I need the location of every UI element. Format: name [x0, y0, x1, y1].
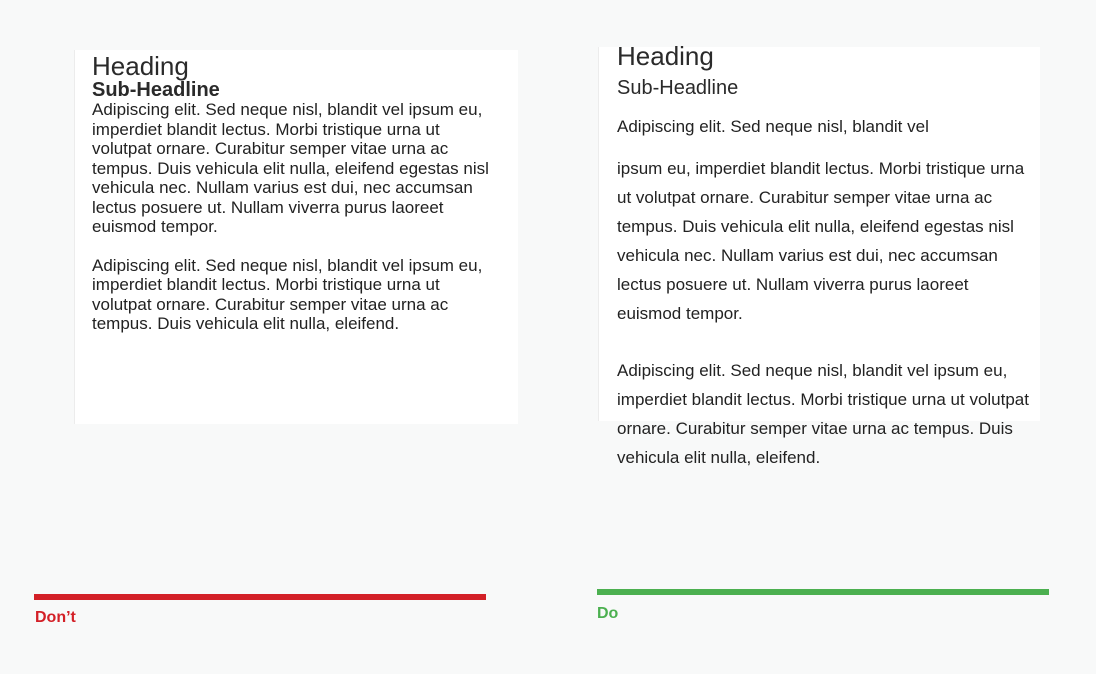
dont-example-panel — [74, 50, 518, 424]
do-paragraph-2: Adipiscing elit. Sed neque nisl, blandit vel ipsum eu, imperdiet blandit lectus. Morbi tristique urna ut volutpat ornare. Curabitur semper vitae urna ac tempus. Duis vehicula elit nulla, eleifend. — [617, 361, 1029, 467]
do-example-panel — [598, 41, 1040, 467]
dont-paragraph-1: Adipiscing elit. Sed neque nisl, blandit vel ipsum eu, imperdiet blandit lectus. Morbi tristique urna ut volutpat ornare. Curabitur semper vitae urna ac tempus. Duis vehicula elit nulla, eleifend egestas nisl vehicula nec. Nullam varius est dui, nec accumsan lectus posuere ut. Nullam viverra purus laoreet euismod tempor. — [92, 100, 489, 236]
dont-label: Don’t — [35, 609, 76, 626]
dont-paragraph-2: Adipiscing elit. Sed neque nisl, blandit vel ipsum eu, imperdiet blandit lectus. Morbi tristique urna ut volutpat ornare. Curabitur semper vitae urna ac tempus. Duis vehicula elit nulla, eleifend. — [92, 255, 483, 333]
do-indicator-bar — [597, 589, 1049, 595]
do-label: Do — [597, 605, 619, 622]
dont-subheading: Sub-Headline — [92, 79, 220, 101]
do-heading: Heading — [617, 41, 714, 71]
dont-indicator-bar — [34, 594, 486, 600]
dont-heading: Heading — [92, 51, 189, 81]
do-paragraph-1: ipsum eu, imperdiet blandit lectus. Morbi tristique urna ut volutpat ornare. Curabitur semper vitae urna ac tempus. Duis vehicula elit nulla, eleifend egestas nisl vehicula nec. Nullam varius est dui, nec accumsan lectus posuere ut. Nullam viverra purus laoreet euismod tempor. — [617, 159, 1025, 323]
do-paragraph-intro: Adipiscing elit. Sed neque nisl, blandit vel — [617, 117, 929, 136]
do-subheading: Sub-Headline — [617, 77, 739, 99]
